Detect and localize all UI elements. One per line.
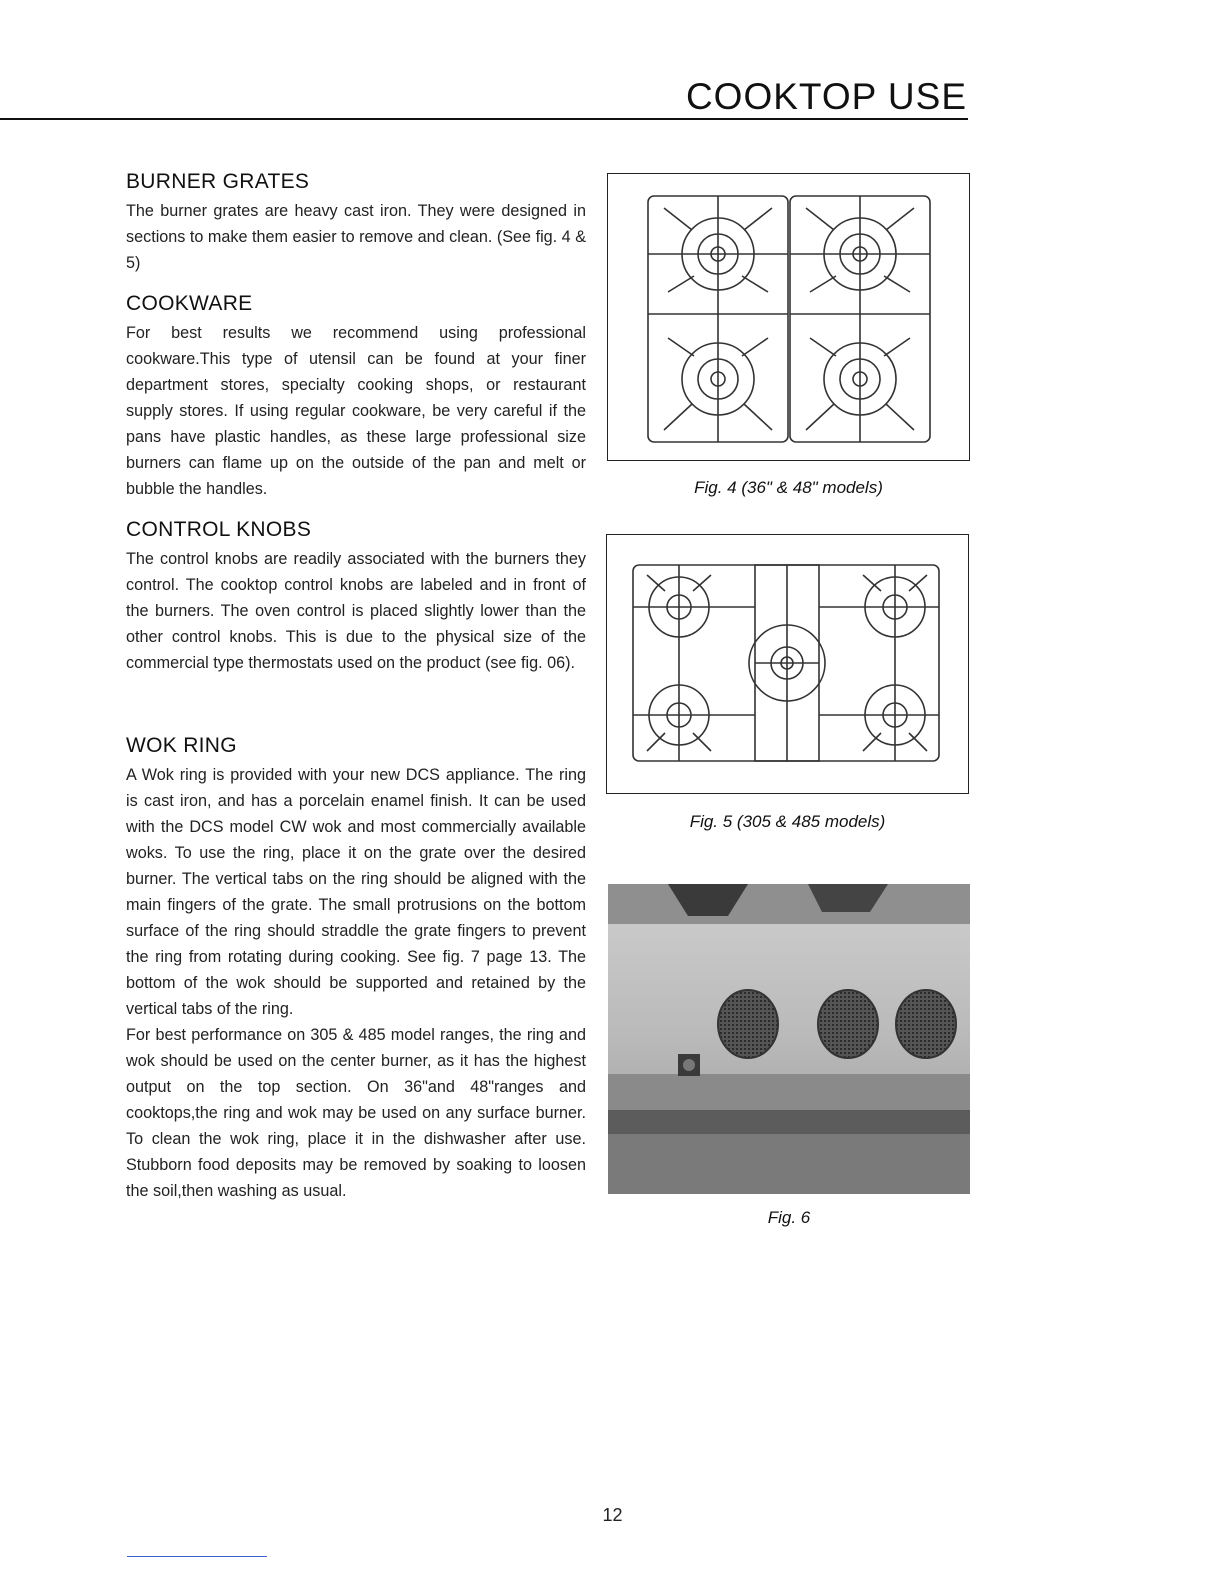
footer-link-rule: [127, 1556, 267, 1557]
section-body: A Wok ring is provided with your new DCS appliance. The ring is cast iron, and has a porcelain enamel finish. It can be used with the DCS model CW wok and most commercially available woks. To use the ring, place it on the grate over the desired burner. The vertical tabs on the ring should be aligned with the main fingers of the grate. The small protrusions on the bottom surface of the ring should straddle the grate fingers to prevent the ring from rotating during cooking. See fig. 7 page 13. The bottom of the wok should be supported and retained by the vertical tabs of the ring.: [126, 766, 586, 1018]
section-burner-grates: [126, 170, 586, 276]
section-body: The burner grates are heavy cast iron. They were designed in sections to make them easier to remove and clean. (See fig. 4 & 5): [126, 202, 586, 272]
section-heading: WOK RING: [126, 734, 237, 757]
section-control-knobs: [126, 518, 586, 676]
grate-illustration: [608, 174, 968, 459]
figure-6-control-knobs-photo: [608, 884, 970, 1194]
section-heading: BURNER GRATES: [126, 170, 310, 193]
section-heading: COOKWARE: [126, 292, 253, 315]
header-rule: [0, 118, 968, 120]
section-body: For best results we recommend using professional cookware.This type of utensil can be found at your finer department stores, specialty cooking shops, or restaurant supply stores. If using regular cookware, be very careful if the pans have plastic handles, as these large professional size burners can flame up on the outside of the pan and melt or bubble the handles.: [126, 324, 586, 498]
page-title: COOKTOP USE: [685, 76, 967, 117]
section-cookware: [126, 292, 586, 502]
section-body-continued: For best performance on 305 & 485 model ranges, the ring and wok should be used on the center burner, as it has the highest output on the top section. On 36"and 48"ranges and cooktops,the ring and wok may be used on any surface burner. To clean the wok ring, place it in the dishwasher after use. Stubborn food deposits may be removed by soaking to loosen the soil,then washing as usual.: [126, 1026, 586, 1200]
figure-6-caption: Fig. 6: [767, 1208, 811, 1227]
figure-4-caption: Fig. 4 (36" & 48" models): [694, 478, 883, 497]
figure-5-burner-grates-305-485: [606, 534, 969, 794]
page-number: 12: [602, 1505, 623, 1525]
section-heading: CONTROL KNOBS: [126, 518, 312, 541]
section-body: The control knobs are readily associated with the burners they control. The cooktop control knobs are labeled and in front of the burners. The oven control is placed slightly lower than the other control knobs. This is due to the physical size of the commercial type thermostats used on the product (see fig. 06).: [126, 550, 586, 672]
figure-4-burner-grates-36-48: [607, 173, 970, 461]
section-wok-ring: [126, 734, 586, 1204]
control-panel-photo: [608, 884, 970, 1194]
figure-5-caption: Fig. 5 (305 & 485 models): [689, 812, 886, 831]
grate-illustration: [607, 535, 967, 792]
